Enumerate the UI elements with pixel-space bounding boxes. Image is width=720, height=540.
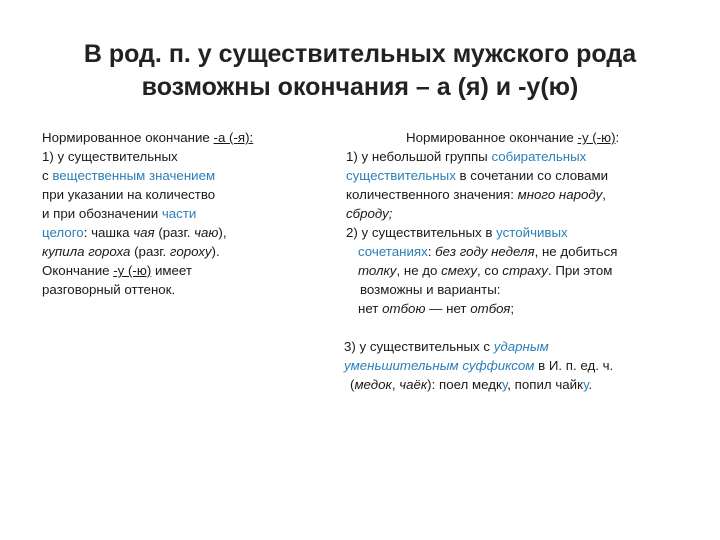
example: чаю xyxy=(194,225,219,240)
text: : xyxy=(427,244,436,259)
text: (разг. xyxy=(130,244,170,259)
example: смеху xyxy=(441,263,478,278)
slide-title xyxy=(30,38,690,104)
left-line xyxy=(42,166,312,185)
left-line: разговорный оттенок. xyxy=(42,282,176,297)
right-line xyxy=(346,299,686,318)
term-link[interactable]: целого xyxy=(42,225,84,240)
example: отбою xyxy=(382,301,426,316)
text: : чашка xyxy=(83,225,134,240)
right-line xyxy=(346,261,686,280)
right-column xyxy=(346,128,686,394)
text: имеет xyxy=(151,263,192,278)
title-line-1: В род. п. у существительных мужского рода xyxy=(83,40,637,68)
left-line xyxy=(42,242,312,261)
example: страху xyxy=(502,263,548,278)
left-line xyxy=(42,261,312,280)
stressed-ending: у xyxy=(501,377,508,392)
right-line xyxy=(346,128,686,147)
text: 2) у существительных в xyxy=(346,225,497,240)
text: . xyxy=(588,377,593,392)
example: без году неделя xyxy=(435,244,535,259)
right-line: сброду; xyxy=(346,206,393,221)
example: чая xyxy=(133,225,155,240)
text: 1) у небольшой группы xyxy=(346,149,492,164)
text: , не до xyxy=(396,263,442,278)
text: ), xyxy=(218,225,227,240)
right-line: возможны и варианты: xyxy=(360,282,501,297)
text: ( xyxy=(350,377,355,392)
example: толку xyxy=(358,263,397,278)
right-line xyxy=(344,337,686,356)
text: и при обозначении xyxy=(42,206,162,221)
term-link[interactable]: части xyxy=(161,206,197,221)
text: ; xyxy=(510,301,515,316)
text: , xyxy=(391,377,400,392)
text: 3) у существительных с xyxy=(344,339,494,354)
term-link[interactable]: устойчивых xyxy=(496,225,568,240)
term-link[interactable]: вещественным значением xyxy=(52,168,216,183)
example: медок xyxy=(354,377,392,392)
text: Нормированное окончание xyxy=(42,130,214,145)
text: в И. п. ед. ч. xyxy=(534,358,614,373)
example: купила гороха xyxy=(42,244,131,259)
right-line xyxy=(346,185,686,204)
left-line: 1) у существительных xyxy=(42,149,178,164)
text: , со xyxy=(477,263,503,278)
term-link[interactable]: ударным xyxy=(493,339,549,354)
text: в сочетании со словами xyxy=(455,168,609,183)
stressed-ending: у xyxy=(583,377,589,392)
text: : xyxy=(615,130,620,145)
right-line xyxy=(346,147,686,166)
text: Нормированное окончание xyxy=(406,130,578,145)
text: нет xyxy=(358,301,383,316)
term-link[interactable]: уменьшительным суффиксом xyxy=(344,358,535,373)
text: , не добиться xyxy=(534,244,618,259)
text: (разг. xyxy=(154,225,195,240)
right-line xyxy=(346,223,686,242)
term-link[interactable]: существительных xyxy=(346,168,456,183)
text: с xyxy=(42,168,53,183)
term-link[interactable]: сочетаниях xyxy=(358,244,428,259)
text: Окончание xyxy=(42,263,114,278)
left-line xyxy=(42,128,312,147)
example: много народу xyxy=(517,187,603,202)
example: гороху xyxy=(169,244,212,259)
example: чаёк xyxy=(399,377,428,392)
ending-label: -а (-я): xyxy=(213,130,254,145)
right-line xyxy=(344,356,686,375)
right-line xyxy=(346,242,686,261)
spacer xyxy=(346,318,686,337)
title-line-2: возможны окончания – а (я) и -у(ю) xyxy=(141,73,579,101)
text: , xyxy=(602,187,606,202)
text: ). xyxy=(211,244,220,259)
left-column xyxy=(42,128,312,299)
example: отбоя xyxy=(470,301,511,316)
term-link[interactable]: собирательных xyxy=(491,149,587,164)
left-line: при указании на количество xyxy=(42,187,216,202)
right-line xyxy=(346,166,686,185)
text: ): поел медк xyxy=(427,377,502,392)
text: . При этом xyxy=(547,263,613,278)
ending-label: -у (-ю) xyxy=(577,130,616,145)
right-line xyxy=(346,375,686,394)
left-line xyxy=(42,223,312,242)
ending-label: -у (-ю) xyxy=(113,263,152,278)
text: количественного значения: xyxy=(346,187,518,202)
text: , попил чайк xyxy=(507,377,584,392)
text: — нет xyxy=(425,301,471,316)
left-line xyxy=(42,204,312,223)
